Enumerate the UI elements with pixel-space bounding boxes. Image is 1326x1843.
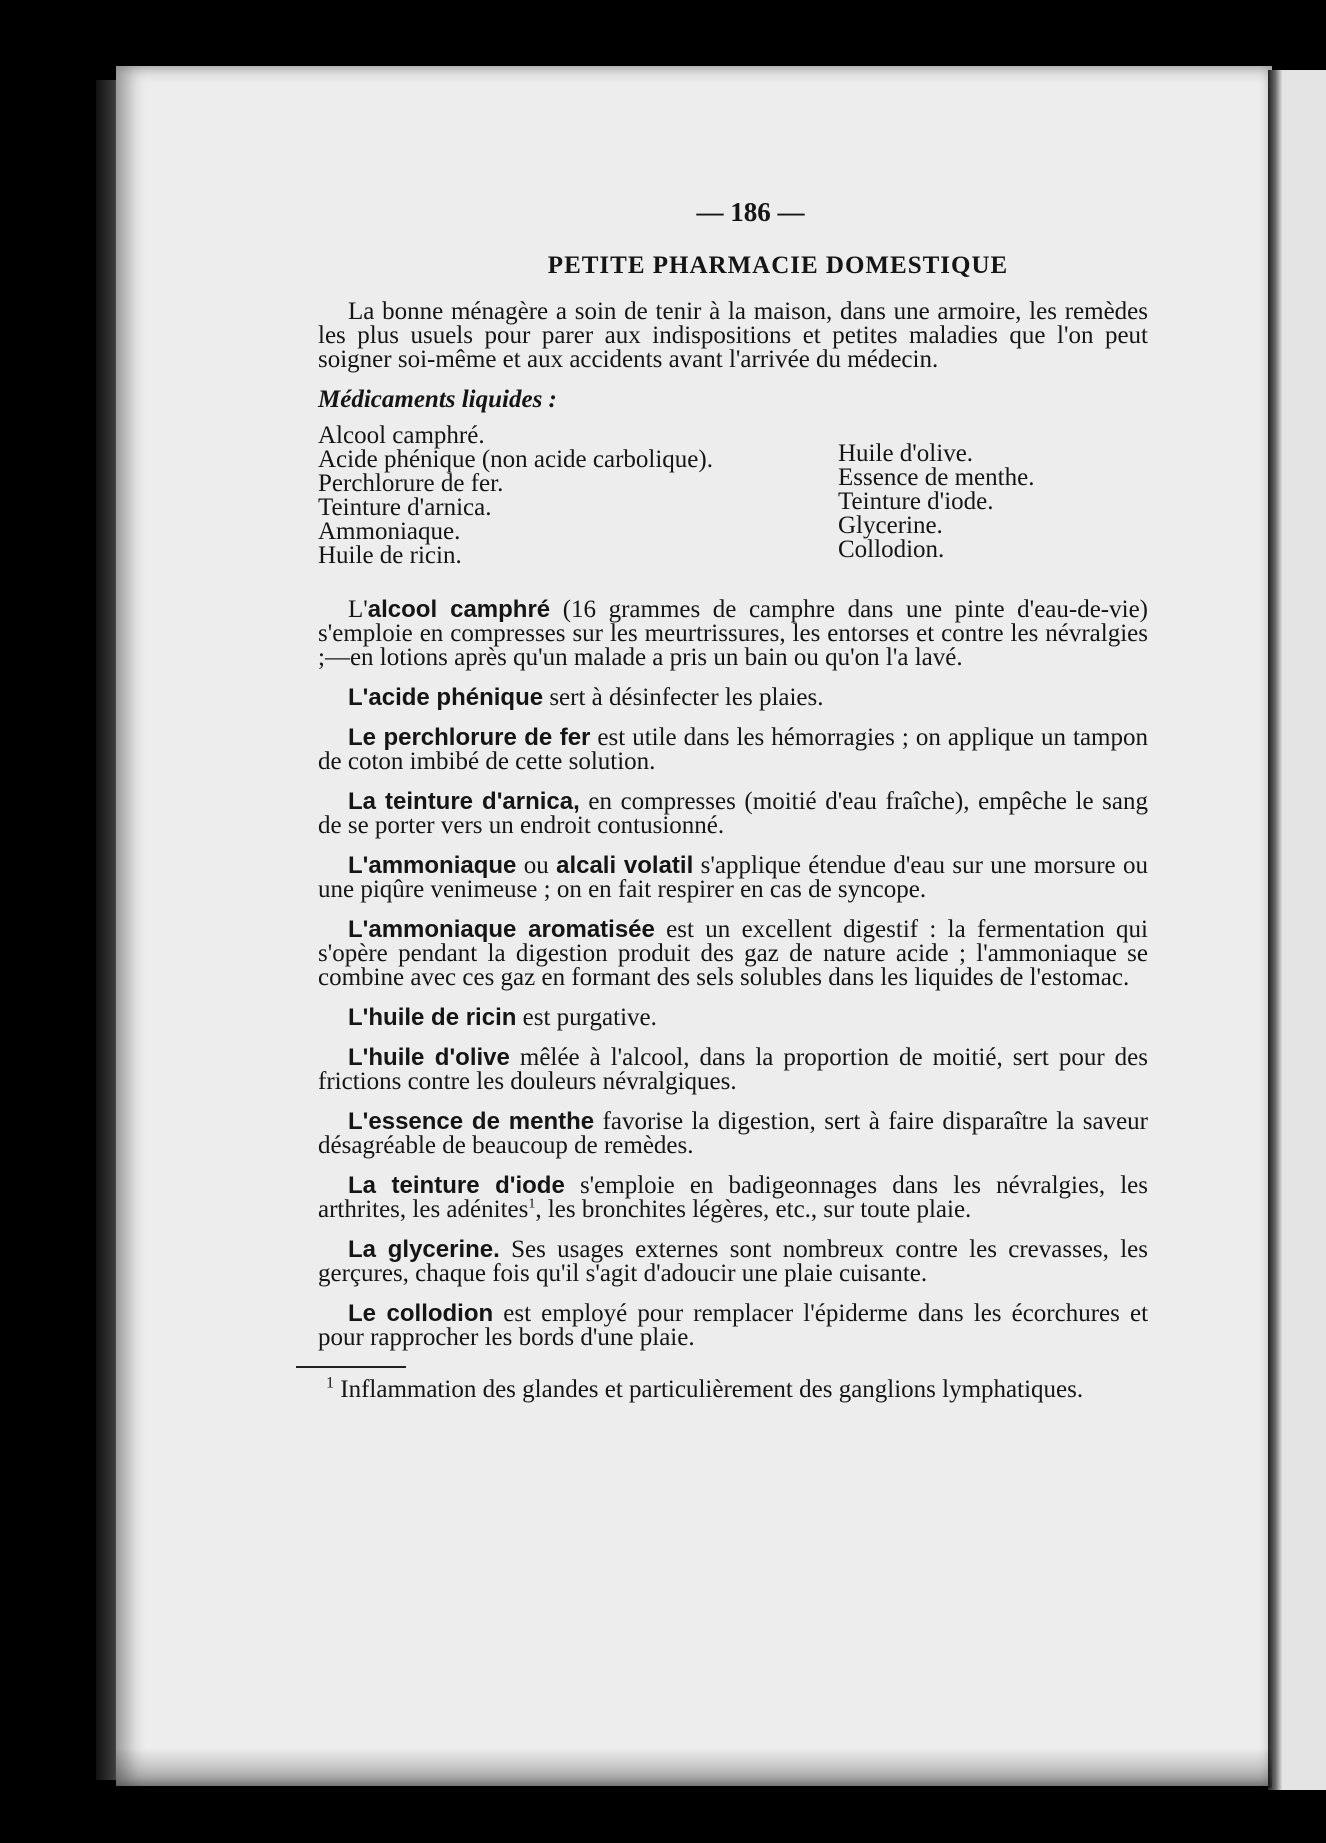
term-glycerine: La glycerine.: [348, 1236, 500, 1263]
page-content: [318, 197, 1149, 1418]
paragraph-text: s'applique étendue d'eau sur une morsure ou une piqûre venimeuse ; on en fait respirer en cas de syncope.: [318, 852, 1148, 903]
term-ricin: L'huile de ricin: [348, 1004, 517, 1031]
list-item: Perchlorure de fer.: [318, 470, 504, 497]
page-heading: PETITE PHARMACIE DOMESTIQUE: [547, 252, 1009, 279]
paragraph-text: sert à désinfecter les plaies.: [543, 684, 824, 711]
paragraph-alcool: [318, 598, 1148, 670]
paragraph-text: (16 grammes de camphre dans une pinte d'eau-de-vie) s'emploie en compresses sur les meurtrissures, les entorses et contre les névralgies ;—en lotions après qu'un malade a pris un bain ou qu'on l'a lavé.: [318, 596, 1148, 671]
term-collodion: Le collodion: [348, 1300, 494, 1327]
list-item: Collodion.: [838, 536, 945, 563]
paragraph-text: est utile dans les hémorragies ; on applique un tampon de coton imbibé de cette solution.: [318, 724, 1148, 775]
term-alcali: alcali volatil: [556, 852, 694, 879]
medication-list: [318, 424, 1148, 568]
paragraph-text: est purgative.: [516, 1004, 657, 1031]
paragraph-glycerine: [318, 1238, 1148, 1286]
term-arnica: La teinture d'arnica,: [348, 788, 580, 815]
paragraph-text: s'emploie en badigeonnages dans les névralgies, les arthrites, les adénites: [318, 1172, 1148, 1223]
list-item: Ammoniaque.: [318, 518, 461, 545]
page-number: — 186 —: [696, 197, 805, 227]
list-item: Essence de menthe.: [838, 464, 1035, 491]
footnote: [296, 1374, 1146, 1403]
facing-page-strip: [1282, 70, 1326, 1790]
paragraph-collodion: [318, 1302, 1148, 1350]
paragraph-acide: [318, 686, 1148, 710]
list-item: Acide phénique (non acide carbolique).: [318, 446, 713, 473]
paragraph-text: Ses usages externes sont nombreux contre les crevasses, les gerçures, chaque fois qu'il s'agit d'adoucir une plaie cuisante.: [318, 1236, 1148, 1287]
paragraph-aromatisee: [318, 918, 1148, 990]
medication-list-left: [318, 424, 838, 568]
paragraph-iode: [318, 1174, 1148, 1222]
page-edge: [1268, 70, 1282, 1790]
paragraph-olive: [318, 1046, 1148, 1094]
paragraph-menthe: [318, 1110, 1148, 1158]
list-item: Huile de ricin.: [318, 542, 462, 569]
list-item: Teinture d'iode.: [838, 488, 994, 515]
footnote-marker: 1: [326, 1374, 334, 1392]
paragraph-ricin: [318, 1006, 1148, 1030]
intro-paragraph: La bonne ménagère a soin de tenir à la maison, dans une armoire, les remèdes les plus usuels pour parer aux indispositions et petites maladies que l'on peut soigner soi-même et aux accidents avant l'arrivée du médecin.: [318, 298, 1148, 373]
footnote-reference: 1: [528, 1196, 536, 1212]
list-item: Glycerine.: [838, 512, 943, 539]
paragraph-text: , les bronchites légères, etc., sur toute plaie.: [535, 1196, 972, 1223]
page-bottom-shadow: [116, 1748, 1272, 1788]
paragraph-arnica: [318, 790, 1148, 838]
term-ammoniaque: L'ammoniaque: [348, 852, 517, 879]
subheading: Médicaments liquides :: [318, 386, 557, 413]
term-alcool: alcool camphré: [367, 596, 551, 623]
list-item: Teinture d'arnica.: [318, 494, 492, 521]
list-item: Alcool camphré.: [318, 422, 485, 449]
term-acide: L'acide phénique: [348, 684, 544, 711]
term-aromatisee: L'ammoniaque aromatisée: [348, 916, 655, 943]
text-fragment: ou: [516, 852, 557, 879]
term-perchlorure: Le perchlorure de fer: [348, 724, 591, 751]
paragraph-text: mêlée à l'alcool, dans la proportion de moitié, sert pour des frictions contre les douleurs névralgiques.: [318, 1044, 1148, 1095]
text-fragment: L': [348, 596, 368, 623]
term-olive: L'huile d'olive: [348, 1044, 510, 1071]
footnote-divider: [296, 1366, 406, 1368]
medication-list-right: [838, 424, 1138, 568]
term-menthe: L'essence de menthe: [348, 1108, 595, 1135]
footnote-text: Inflammation des glandes et particulièrement des ganglions lymphatiques.: [334, 1376, 1084, 1403]
paragraph-text: favorise la digestion, sert à faire disparaître la saveur désagréable de beaucoup de remèdes.: [318, 1108, 1149, 1159]
paragraph-text: est employé pour remplacer l'épiderme dans les écorchures et pour rapprocher les bords d'une plaie.: [318, 1300, 1149, 1351]
paragraph-text: est un excellent digestif : la fermentation qui s'opère pendant la digestion produit des gaz de nature acide ; l'ammoniaque se combine avec ces gaz en formant des sels solubles dans les liquides de l'estomac.: [318, 916, 1148, 991]
paragraph-text: en compresses (moitié d'eau fraîche), empêche le sang de se porter vers un endroit contusionné.: [318, 788, 1148, 839]
list-item: Huile d'olive.: [838, 440, 974, 467]
paragraph-ammoniaque: [318, 854, 1148, 902]
term-iode: La teinture d'iode: [348, 1172, 565, 1199]
paragraph-perchlorure: [318, 726, 1148, 774]
